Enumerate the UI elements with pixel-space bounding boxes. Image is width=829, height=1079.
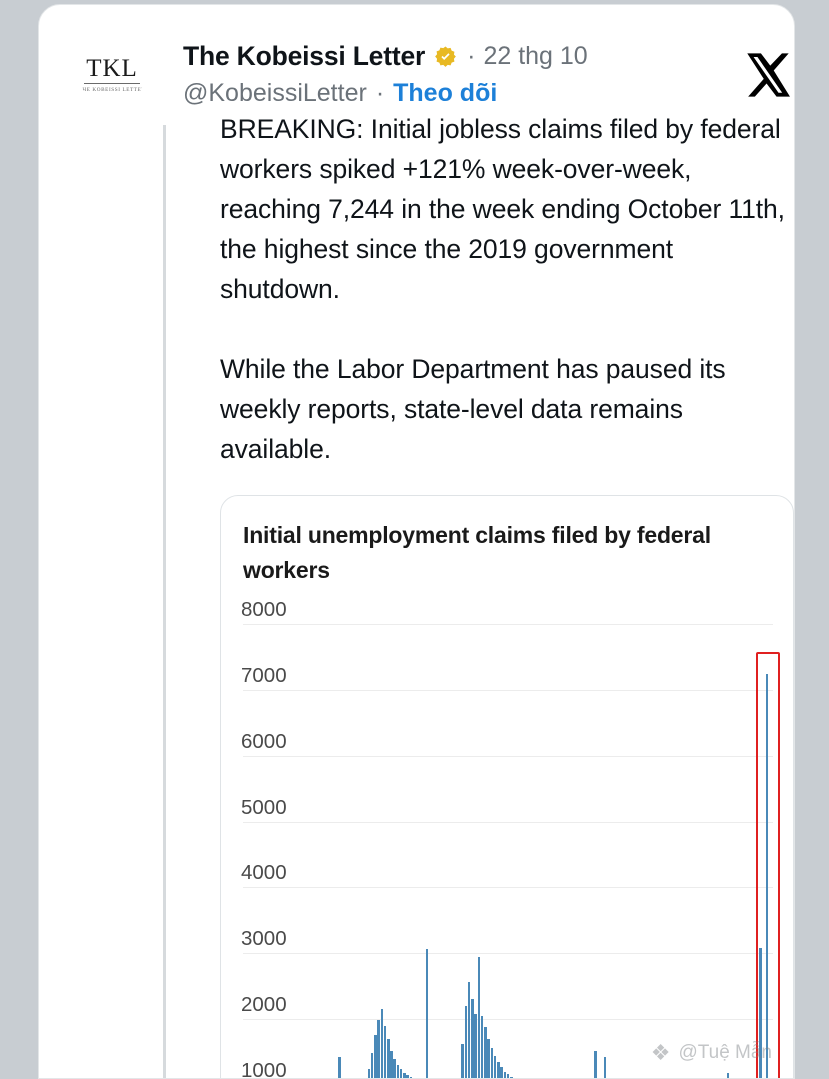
chart-bar: [461, 1044, 464, 1079]
chart-bar: [387, 1039, 390, 1079]
x-logo-icon[interactable]: [741, 49, 793, 101]
tweet-card: [38, 4, 795, 1079]
chart-bar: [371, 1053, 374, 1079]
chart-bar: [484, 1027, 487, 1079]
chart-bar: [494, 1056, 497, 1079]
author-handle[interactable]: @KobeissiLetter: [183, 79, 367, 107]
avatar[interactable]: [79, 41, 145, 107]
y-axis-tick-label: 4000: [241, 861, 287, 885]
chart-bars: [319, 602, 769, 1079]
chart-bar: [507, 1074, 510, 1079]
chart-bar: [491, 1048, 494, 1079]
chart-bar: [481, 1016, 484, 1079]
post-timestamp[interactable]: 22 thg 10: [483, 42, 588, 70]
chart-bar: [368, 1069, 371, 1079]
chart-bar: [426, 949, 429, 1079]
chart-plot-area: [221, 598, 794, 1079]
tweet-text: [220, 109, 794, 469]
thread-connector: [163, 125, 166, 1079]
tweet-paragraph-1: BREAKING: Initial jobless claims filed by federal workers spiked +121% week-over-week, reaching 7,244 in the week ending October 11th, the highest since the 2019 government shutdown.: [220, 114, 785, 304]
chart-bar: [604, 1057, 607, 1079]
tweet-paragraph-2: While the Labor Department has paused its weekly reports, state-level data remains available.: [220, 354, 726, 464]
avatar-monogram: TKL: [86, 54, 138, 82]
chart-bar: [468, 982, 471, 1079]
follow-button[interactable]: Theo dõi: [393, 79, 498, 107]
y-axis-tick-label: 5000: [241, 795, 287, 819]
chart-card[interactable]: [220, 495, 794, 1079]
chart-bar: [397, 1065, 400, 1079]
watermark-logo-icon: ❖: [650, 1040, 671, 1065]
chart-bar: [594, 1051, 597, 1079]
chart-title: Initial unemployment claims filed by federal workers: [243, 522, 711, 583]
chart-bar: [374, 1035, 377, 1079]
watermark-text: @Tuệ Mẫn: [678, 1042, 772, 1063]
y-axis-tick-label: 8000: [241, 598, 287, 621]
y-axis-tick-label: 1000: [241, 1059, 287, 1079]
author-row: [183, 41, 588, 72]
chart-bar: [471, 999, 474, 1079]
chart-bar: [381, 1009, 384, 1079]
handle-separator: ·: [375, 79, 385, 107]
chart-bar: [390, 1051, 393, 1079]
chart-bar: [497, 1062, 500, 1079]
chart-bar: [504, 1072, 507, 1079]
tweet-header: [79, 27, 759, 117]
paragraph-gap: [220, 309, 794, 349]
chart-bar: [406, 1075, 409, 1079]
chart-bar: [465, 1006, 468, 1079]
author-display-name[interactable]: The Kobeissi Letter: [183, 41, 426, 71]
chart-bar: [487, 1039, 490, 1079]
y-axis-tick-label: 7000: [241, 663, 287, 687]
chart-bar: [393, 1059, 396, 1079]
handle-row: [183, 79, 497, 108]
chart-bar: [403, 1073, 406, 1079]
chart-bar: [478, 957, 481, 1079]
chart-bar: [400, 1069, 403, 1079]
chart-bar: [500, 1067, 503, 1079]
header-separator: ·: [467, 42, 476, 70]
highlight-rectangle: [756, 652, 780, 1079]
chart-bar: [727, 1073, 730, 1079]
chart-bar: [338, 1057, 341, 1079]
chart-bar: [377, 1020, 380, 1079]
y-axis-tick-label: 2000: [241, 993, 287, 1017]
chart-bar: [474, 1014, 477, 1079]
chart-bar: [384, 1026, 387, 1079]
y-axis-tick-label: 3000: [241, 927, 287, 951]
verified-badge-icon: [434, 45, 457, 68]
y-axis-tick-label: 6000: [241, 729, 287, 753]
avatar-subtitle: THE KOBEISSI LETTER: [79, 86, 145, 93]
